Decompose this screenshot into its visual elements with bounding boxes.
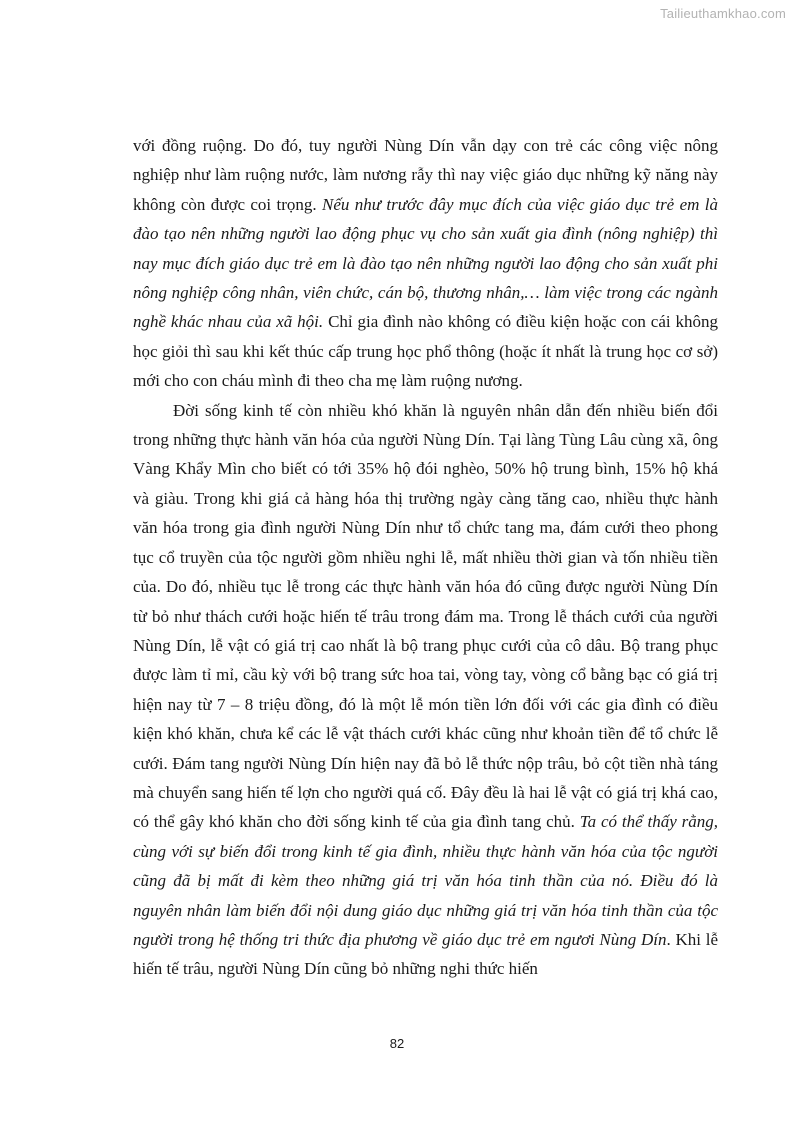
paragraph-2-text-end: . Khi lễ hiến tế trâu, người Nùng Dín cũng bỏ những nghi thức hiến — [133, 929, 718, 979]
paragraph-2-text: Đời sống kinh tế còn nhiều khó khăn là nguyên nhân dẫn đến nhiều biến đổi trong những thực hành văn hóa của người Nùng Dín. Tại làng Tùng Lâu cùng xã, ông Vàng Khẩy Mìn cho biết có tới 35% hộ đói nghèo, 50% hộ trung bình, 15% hộ khá và giàu. Trong khi giá cả hàng hóa thị trường ngày càng tăng cao, nhiều thực hành văn hóa trong gia đình người Nùng Dín như tổ chức tang ma, đám cưới theo phong tục cổ truyền của tộc người gồm nhiều nghi lễ, mất nhiều thời gian và tốn nhiều tiền của. Do đó, nhiều tục lễ trong các thực hành văn hóa đó cũng được người Nùng Dín từ bỏ như thách cưới hoặc hiến tế trâu trong đám ma. Trong lễ thách cưới của người Nùng Dín, lễ vật có giá trị cao nhất là bộ trang phục cưới của cô dâu. Bộ trang phục được làm tỉ mỉ, cầu kỳ với bộ trang sức hoa tai, vòng tay, vòng cổ bằng bạc có giá trị hiện nay từ 7 – 8 triệu đồng, đó là một lễ món tiền lớn đối với các gia đình có điều kiện khó khăn, chưa kể các lễ vật thách cưới khác cũng như khoản tiền để tổ chức lễ cưới. Đám tang người Nùng Dín hiện nay đã bỏ lễ thức nộp trâu, bỏ cột tiền nhà táng mà chuyển sang hiến tế lợn cho người quá cố. Đây đều là hai lễ vật có giá trị khá cao, có thể gây khó khăn cho đời sống kinh tế của gia đình tang chủ. — [133, 400, 718, 832]
paragraph-1 — [133, 131, 718, 396]
page-number: 82 — [389, 1036, 405, 1051]
watermark: Tailieuthamkhao.com — [660, 6, 786, 21]
paragraph-2 — [133, 396, 718, 984]
paragraph-1-text: với đồng ruộng. Do đó, tuy người Nùng Dín vẫn dạy con trẻ các công việc nông nghiệp như làm ruộng nước, làm nương rẫy thì nay việc giáo dục những kỹ năng này không còn được coi trọng. — [133, 136, 718, 214]
page-body — [133, 131, 718, 984]
paragraph-1-italic-text: Nếu như trước đây mục đích của việc giáo dục trẻ em là đào tạo nên những người lao động phục vụ cho sản xuất gia đình (nông nghiệp) thì nay mục đích giáo dục trẻ em là đào tạo nên những người lao động cho sản xuất phi nông nghiệp công nhân, viên chức, cán bộ, thương nhân,… làm việc trong các ngành nghề khác nhau của xã hội. — [133, 194, 718, 332]
paragraph-2-italic-text: Ta có thể thấy rằng, cùng với sự biến đổi trong kinh tế gia đình, nhiều thực hành văn hóa của tộc người cũng đã bị mất đi kèm theo những giá trị văn hóa tinh thần của nó. Điều đó là nguyên nhân làm biến đổi nội dung giáo dục những giá trị văn hóa tinh thần của tộc người trong hệ thống tri thức địa phương về giáo dục trẻ em ngươi Nùng Dín — [133, 812, 718, 949]
paragraph-1-text-end: Chỉ gia đình nào không có điều kiện hoặc con cái không học giỏi thì sau khi kết thúc cấp trung học phổ thông (hoặc ít nhất là trung học cơ sở) mới cho con cháu mình đi theo cha mẹ làm ruộng nương. — [133, 312, 719, 391]
